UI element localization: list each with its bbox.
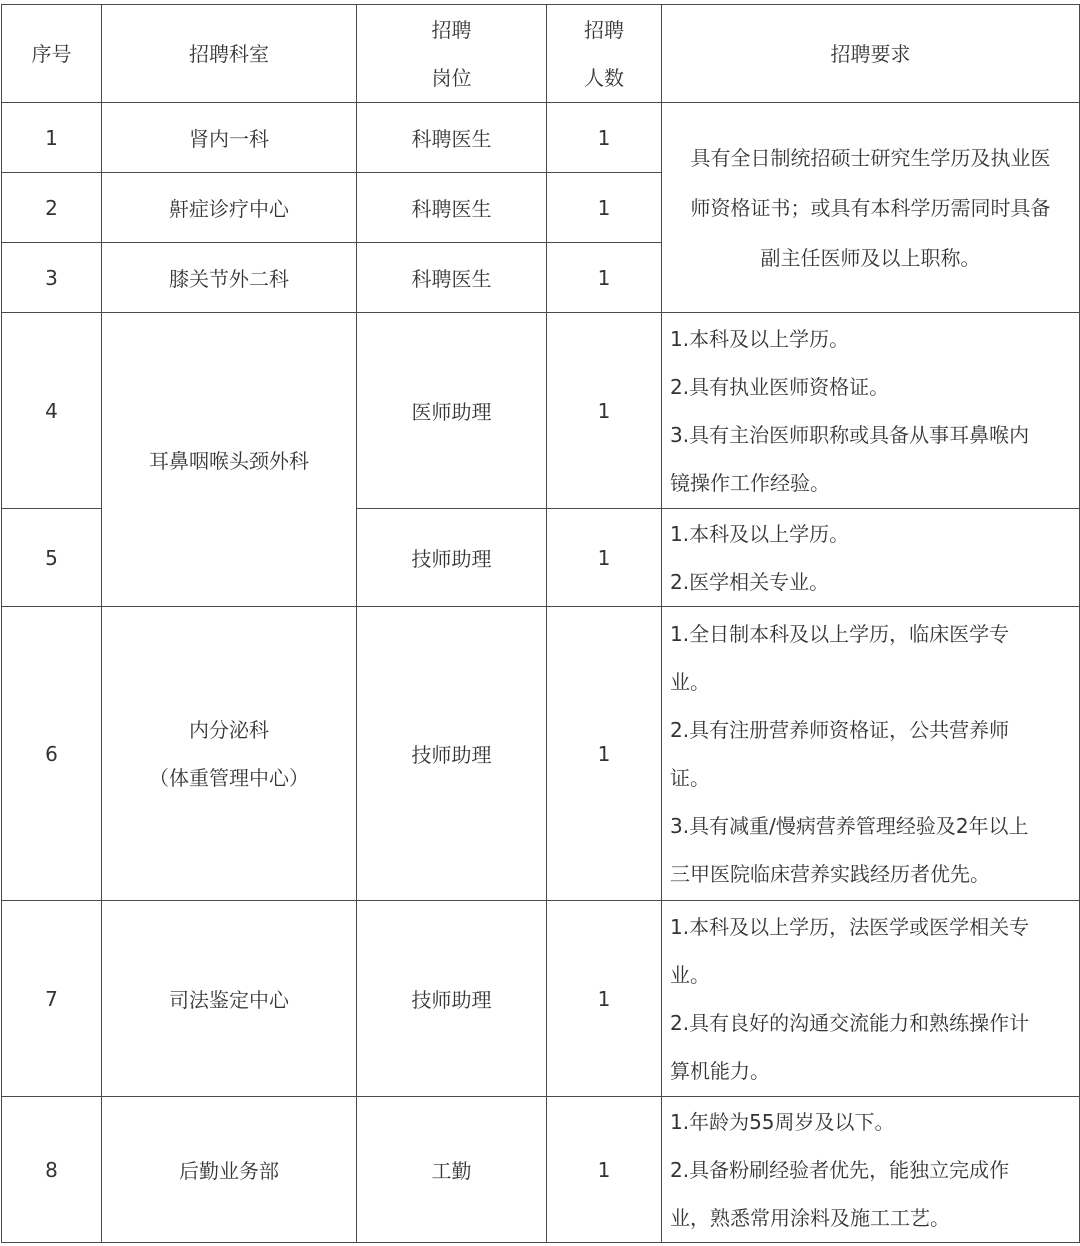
cell-count: 1: [547, 509, 662, 607]
cell-count: 1: [547, 607, 662, 901]
cell-count: 1: [547, 243, 662, 313]
cell-requirements: 1.年龄为55周岁及以下。 2.具备粉刷经验者优先，能独立完成作 业，熟悉常用涂料及施工工艺。: [662, 1097, 1080, 1243]
cell-requirements: 1.本科及以上学历。 2.医学相关专业。: [662, 509, 1080, 607]
cell-requirements: 1.本科及以上学历。 2.具有执业医师资格证。 3.具有主治医师职称或具备从事耳鼻喉内 镜操作工作经验。: [662, 313, 1080, 509]
cell-count: 1: [547, 103, 662, 173]
cell-post: 科聘医生: [357, 243, 547, 313]
table-header-row: [2, 5, 1080, 103]
cell-seq: 2: [2, 173, 102, 243]
cell-dept-endocrinology: 内分泌科 （体重管理中心）: [102, 607, 357, 901]
cell-post: 科聘医生: [357, 173, 547, 243]
cell-seq: 7: [2, 901, 102, 1097]
table-row: [2, 313, 1080, 509]
cell-post: 医师助理: [357, 313, 547, 509]
header-dept: 招聘科室: [102, 5, 357, 103]
cell-dept: 司法鉴定中心: [102, 901, 357, 1097]
cell-seq: 4: [2, 313, 102, 509]
cell-seq: 8: [2, 1097, 102, 1243]
cell-post: 技师助理: [357, 607, 547, 901]
cell-requirements: 1.全日制本科及以上学历，临床医学专 业。 2.具有注册营养师资格证，公共营养师 证。 3.具有减重/慢病营养管理经验及2年以上 三甲医院临床营养实践经历者优先。: [662, 607, 1080, 901]
header-post: 招聘 岗位: [357, 5, 547, 103]
table-row: [2, 103, 1080, 173]
cell-post: 技师助理: [357, 509, 547, 607]
cell-count: 1: [547, 173, 662, 243]
cell-post: 工勤: [357, 1097, 547, 1243]
table-row: [2, 607, 1080, 901]
cell-seq: 6: [2, 607, 102, 901]
cell-dept: 肾内一科: [102, 103, 357, 173]
header-seq: 序号: [2, 5, 102, 103]
header-count: 招聘 人数: [547, 5, 662, 103]
cell-count: 1: [547, 901, 662, 1097]
cell-dept: 鼾症诊疗中心: [102, 173, 357, 243]
cell-requirements: 1.本科及以上学历，法医学或医学相关专 业。 2.具有良好的沟通交流能力和熟练操作计 算机能力。: [662, 901, 1080, 1097]
header-requirements: 招聘要求: [662, 5, 1080, 103]
cell-dept: 膝关节外二科: [102, 243, 357, 313]
cell-post: 科聘医生: [357, 103, 547, 173]
cell-dept-ent: 耳鼻咽喉头颈外科: [102, 313, 357, 607]
cell-dept: 后勤业务部: [102, 1097, 357, 1243]
cell-requirements-rows-1-3: 具有全日制统招硕士研究生学历及执业医 师资格证书；或具有本科学历需同时具备 副主任医师及以上职称。: [662, 103, 1080, 313]
cell-count: 1: [547, 1097, 662, 1243]
table-row: [2, 901, 1080, 1097]
cell-count: 1: [547, 313, 662, 509]
cell-seq: 5: [2, 509, 102, 607]
cell-seq: 1: [2, 103, 102, 173]
cell-post: 技师助理: [357, 901, 547, 1097]
cell-seq: 3: [2, 243, 102, 313]
table-row: [2, 1097, 1080, 1243]
recruitment-table: [1, 4, 1080, 1243]
